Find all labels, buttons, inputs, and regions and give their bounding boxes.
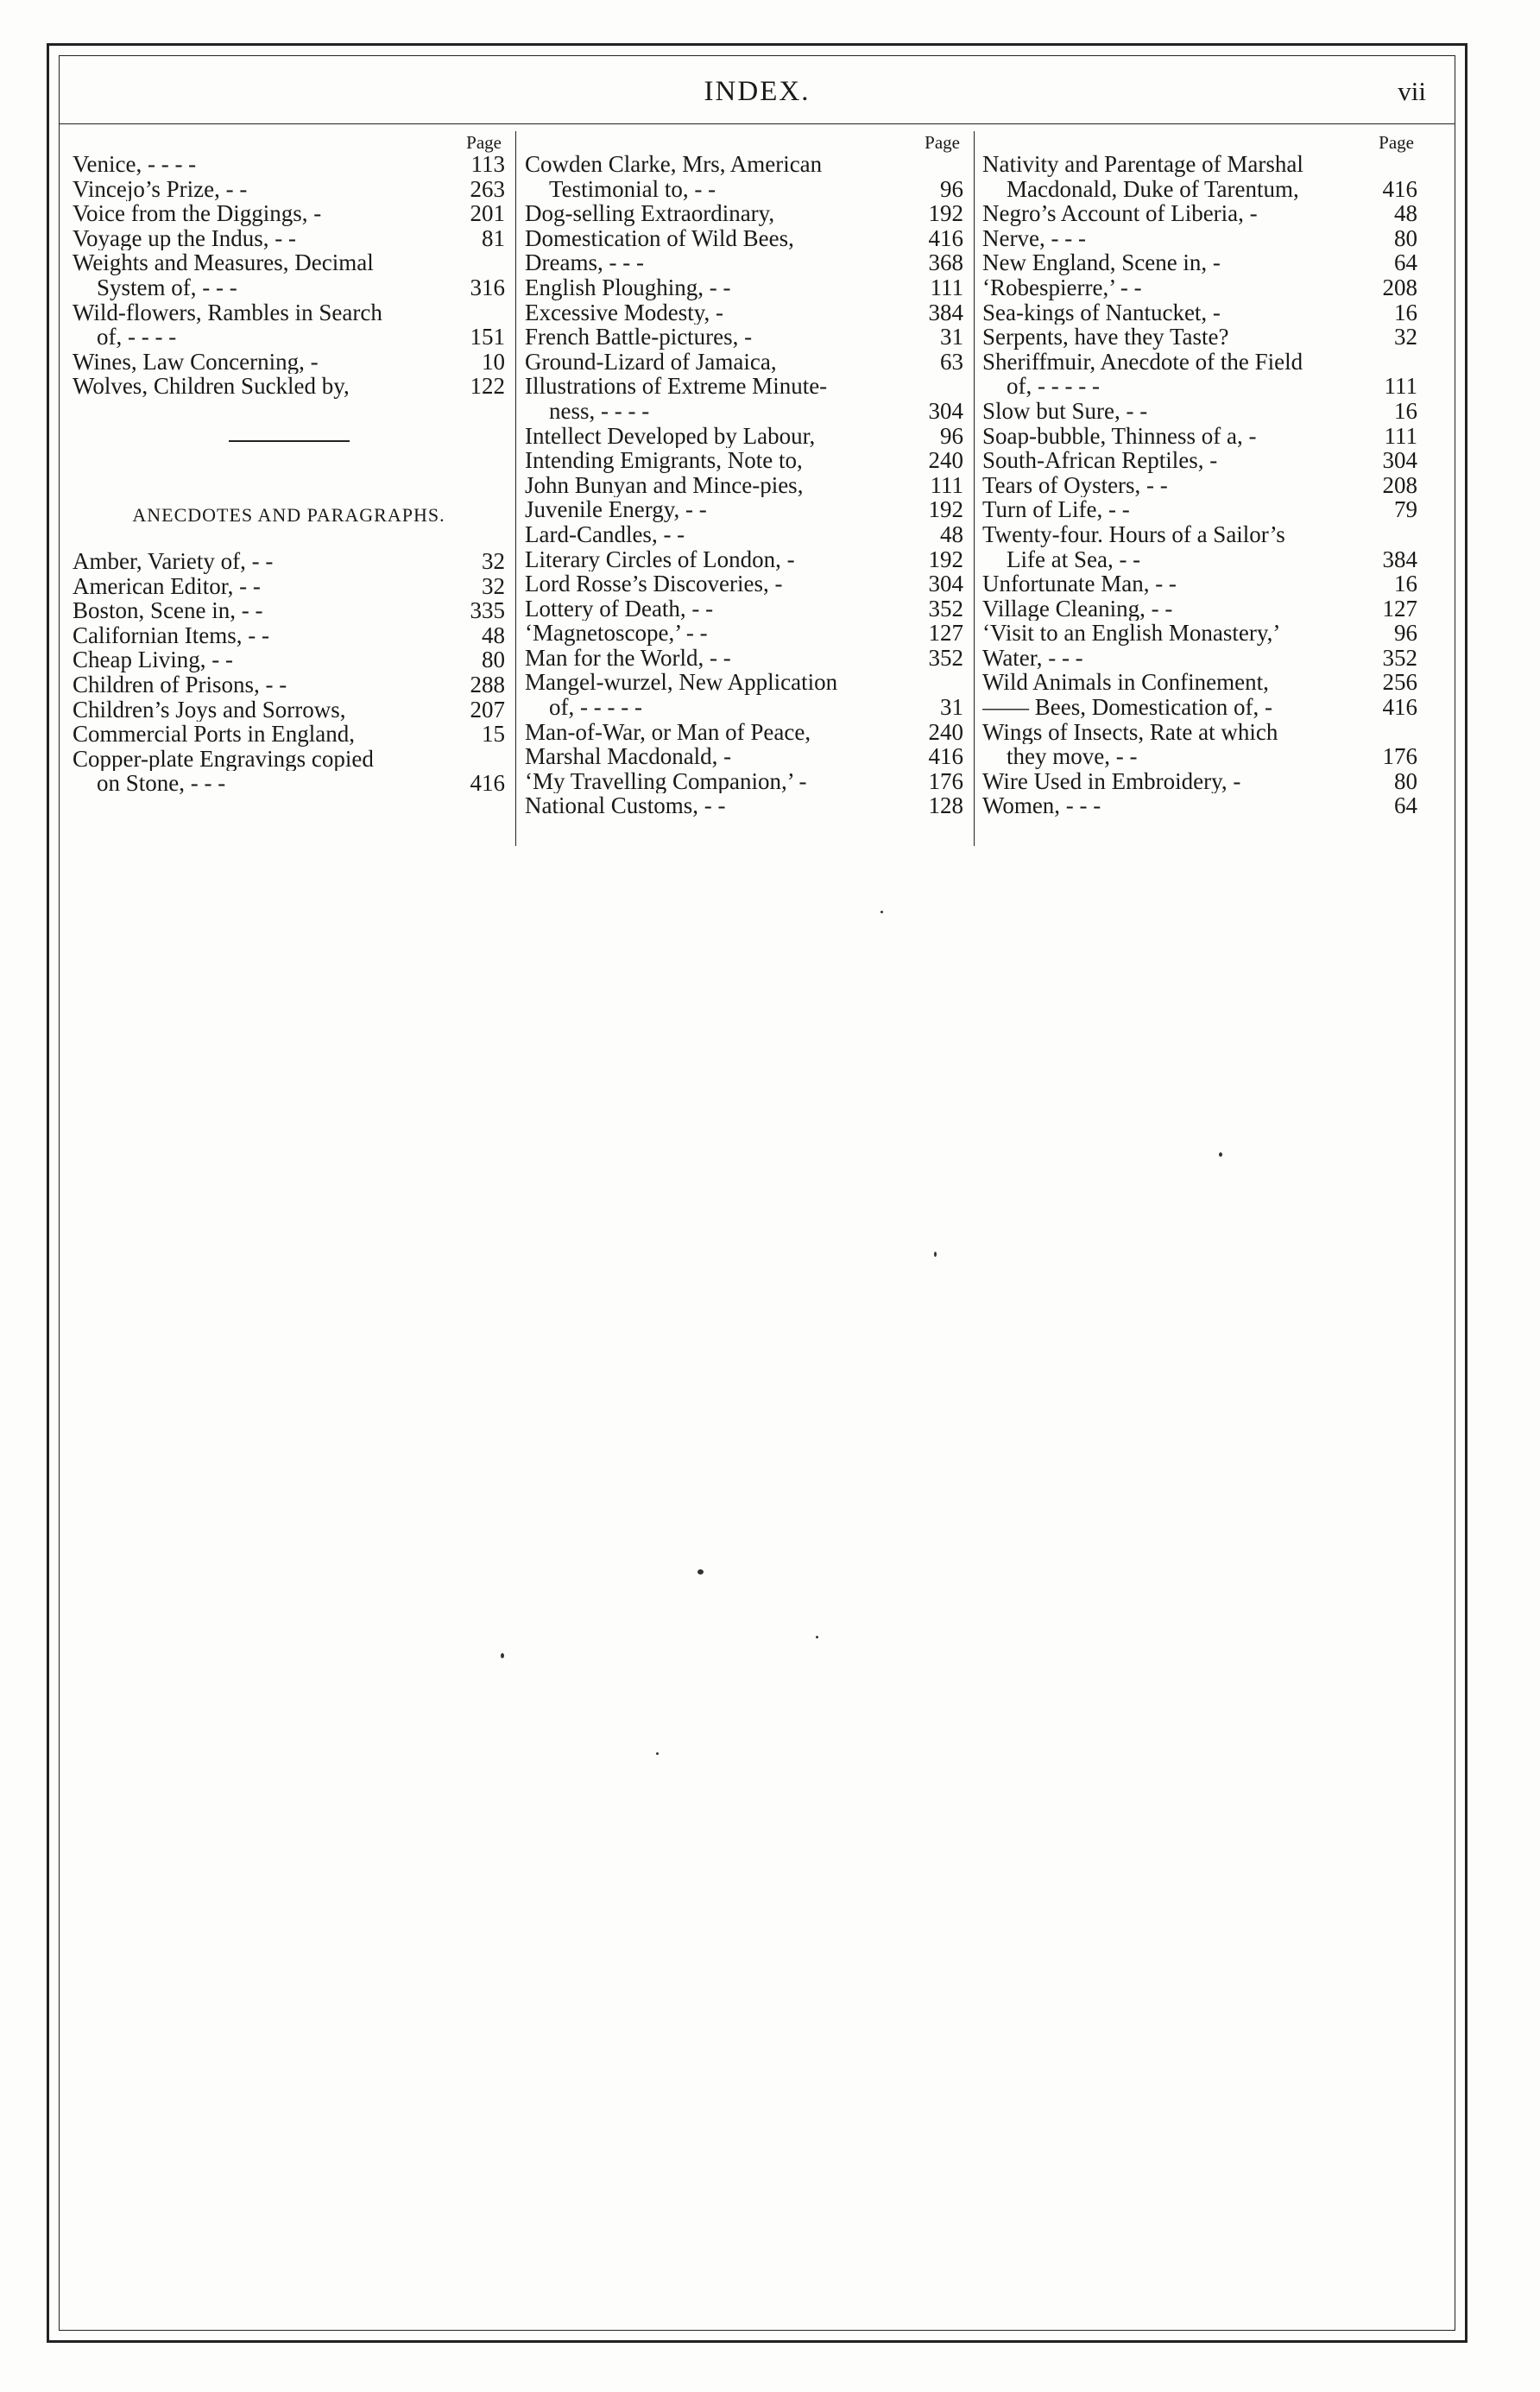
index-column-2 (525, 133, 963, 818)
entry-title: Women, - - - (982, 793, 1101, 819)
index-entry (73, 374, 505, 399)
index-entry (525, 497, 963, 522)
entry-page: 31 (940, 324, 963, 350)
entry-page: 352 (1382, 644, 1417, 671)
index-column-1 (73, 133, 505, 796)
entry-title: Water, - - - (982, 645, 1083, 671)
entry-title: Children of Prisons, - - (73, 672, 287, 697)
entry-title: Cowden Clarke, Mrs, American (525, 152, 823, 177)
index-entry (525, 473, 963, 498)
index-entry (73, 177, 505, 202)
entry-title: Dog-selling Extraordinary, (525, 201, 775, 226)
page-label: Page (466, 132, 502, 153)
entry-page: 32 (1394, 324, 1417, 350)
entry-title: Sheriffmuir, Anecdote of the Field (982, 349, 1303, 375)
index-entry (525, 571, 963, 596)
index-entry (982, 793, 1417, 818)
entry-title: Cheap Living, - - (73, 647, 233, 672)
entry-page: 111 (1384, 373, 1417, 400)
entry-page: 80 (1394, 767, 1417, 794)
index-entry (525, 250, 963, 275)
entry-page: 416 (928, 224, 963, 251)
entry-page: 111 (930, 274, 963, 300)
index-entry (982, 646, 1417, 671)
entry-page: 64 (1394, 792, 1417, 819)
entry-title: ‘Robespierre,’ - - (982, 275, 1142, 300)
index-entry (525, 374, 963, 399)
entry-page: 256 (1382, 669, 1417, 696)
entry-title: Illustrations of Extreme Minute- (525, 374, 828, 399)
index-entry (73, 574, 505, 599)
index-entry (525, 793, 963, 818)
entry-page: 384 (928, 299, 963, 325)
entry-title: National Customs, - - (525, 793, 726, 819)
index-entry (982, 571, 1417, 596)
index-entry (525, 300, 963, 325)
index-entry (982, 769, 1417, 794)
entry-title: Wild-flowers, Rambles in Search (73, 300, 382, 325)
entry-page: 384 (1382, 546, 1417, 572)
entry-page: 263 (470, 175, 505, 202)
entry-title: ness, - - - - (549, 398, 650, 424)
index-entry (982, 300, 1417, 325)
entry-title: Lottery of Death, - - (525, 596, 714, 622)
entry-title: of, - - - - - (1007, 374, 1100, 399)
entry-page: 192 (928, 200, 963, 227)
entry-title: Tears of Oysters, - - (982, 472, 1168, 498)
index-entry (982, 621, 1417, 646)
index-entry (525, 201, 963, 226)
index-entry (73, 549, 505, 574)
entry-title: Venice, - - - - (73, 152, 197, 177)
index-entry (525, 621, 963, 646)
entry-title: Village Cleaning, - - (982, 596, 1173, 622)
entry-page: 63 (940, 348, 963, 375)
entry-title: Excessive Modesty, - (525, 300, 723, 325)
page-label: Page (925, 132, 960, 153)
column-1-entries (73, 152, 505, 399)
index-entry (73, 722, 505, 747)
index-entry (525, 226, 963, 251)
index-entry (73, 152, 505, 177)
entry-title: Children’s Joys and Sorrows, (73, 697, 346, 723)
index-entry (525, 744, 963, 769)
index-entry (525, 646, 963, 671)
entry-title: Lord Rosse’s Discoveries, - (525, 571, 783, 596)
entry-title: Literary Circles of London, - (525, 546, 795, 572)
index-entry (982, 670, 1417, 695)
entry-title: System of, - - - (97, 275, 237, 300)
entry-page: 201 (470, 200, 505, 227)
entry-page: 48 (1394, 200, 1417, 227)
page-title: INDEX. (704, 76, 811, 107)
scan-speck (816, 1636, 818, 1638)
index-entry (73, 275, 505, 300)
entry-title: French Battle-pictures, - (525, 325, 753, 350)
index-entry (982, 424, 1417, 449)
scan-speck (697, 1569, 704, 1575)
entry-title: Turn of Life, - - (982, 497, 1130, 522)
entry-page: 32 (482, 547, 505, 574)
index-entry (982, 275, 1417, 300)
entry-page: 208 (1382, 471, 1417, 498)
index-entry (982, 374, 1417, 399)
page-label: Page (1379, 132, 1414, 153)
header-rule (59, 123, 1455, 124)
entry-title: Juvenile Energy, - - (525, 497, 707, 522)
index-entry (982, 325, 1417, 350)
column-divider-2 (974, 131, 975, 846)
entry-page: 16 (1394, 397, 1417, 424)
entry-title: Wire Used in Embroidery, - (982, 768, 1241, 794)
entry-title: Wild Animals in Confinement, (982, 670, 1269, 696)
entry-title: Voyage up the Indus, - - (73, 225, 296, 251)
entry-title: John Bunyan and Mince-pies, (525, 472, 804, 498)
index-entry (525, 670, 963, 695)
index-entry (73, 623, 505, 648)
index-entry (525, 275, 963, 300)
entry-page: 368 (928, 249, 963, 276)
scan-speck (934, 1252, 937, 1257)
entry-page: 416 (928, 743, 963, 770)
index-entry (982, 250, 1417, 275)
index-entry (73, 697, 505, 723)
entry-title: Vincejo’s Prize, - - (73, 176, 248, 202)
entry-page: 127 (928, 620, 963, 647)
entry-page: 304 (928, 571, 963, 597)
scan-speck (656, 1752, 659, 1755)
index-entry (982, 177, 1417, 202)
entry-title: Copper-plate Engravings copied (73, 746, 374, 772)
section-rule (229, 440, 350, 442)
index-column-3 (982, 133, 1417, 818)
index-entry (525, 769, 963, 794)
index-entry (73, 672, 505, 697)
entry-page: 192 (928, 546, 963, 572)
entry-title: Commercial Ports in England, (73, 722, 355, 747)
entry-title: Intending Emigrants, Note to, (525, 448, 803, 473)
section-heading: ANECDOTES AND PARAGRAPHS. (132, 503, 445, 526)
entry-page: 192 (928, 496, 963, 523)
entry-title: Testimonial to, - - (549, 176, 716, 202)
index-entry (73, 226, 505, 251)
index-entry (982, 152, 1417, 177)
index-entry (525, 695, 963, 720)
entry-page: 128 (928, 792, 963, 819)
entry-title: Soap-bubble, Thinness of a, - (982, 423, 1257, 449)
entry-page: 127 (1382, 595, 1417, 622)
entry-page: 352 (928, 595, 963, 622)
entry-title: Californian Items, - - (73, 622, 269, 648)
index-entry (982, 744, 1417, 769)
entry-page: 81 (482, 224, 505, 251)
entry-title: Dreams, - - - (525, 250, 644, 275)
index-entry (73, 598, 505, 623)
entry-page: 288 (470, 671, 505, 697)
entry-title: Negro’s Account of Liberia, - (982, 201, 1258, 226)
entry-title: Wolves, Children Suckled by, (73, 374, 350, 399)
index-entry (525, 547, 963, 572)
entry-page: 416 (1382, 175, 1417, 202)
entry-title: Wines, Law Concerning, - (73, 349, 319, 375)
index-entry (73, 300, 505, 325)
scan-speck (501, 1653, 504, 1658)
entry-page: 79 (1394, 496, 1417, 523)
entry-title: Nativity and Parentage of Marshal (982, 152, 1303, 177)
entry-title: Sea-kings of Nantucket, - (982, 300, 1221, 325)
index-entry (73, 647, 505, 672)
entry-page: 304 (1382, 447, 1417, 474)
entry-page: 16 (1394, 299, 1417, 325)
entry-title: American Editor, - - (73, 573, 261, 599)
index-entry (525, 596, 963, 622)
anecdotes-entries (73, 549, 505, 796)
entry-page: 151 (470, 324, 505, 350)
entry-title: Marshal Macdonald, - (525, 744, 732, 769)
scan-speck (880, 911, 883, 913)
index-entry (525, 720, 963, 745)
index-entry (982, 497, 1417, 522)
index-entry (525, 448, 963, 473)
entry-page: 96 (940, 422, 963, 449)
entry-page: 335 (470, 597, 505, 624)
entry-page: 48 (482, 622, 505, 648)
entry-title: Amber, Variety of, - - (73, 548, 274, 574)
entry-title: Man-of-War, or Man of Peace, (525, 719, 811, 745)
entry-title: Man for the World, - - (525, 645, 731, 671)
column-3-entries (982, 152, 1417, 818)
entry-page: 113 (470, 151, 505, 177)
entry-title: Intellect Developed by Labour, (525, 423, 816, 449)
entry-title: Nerve, - - - (982, 225, 1086, 251)
index-entry (525, 350, 963, 375)
entry-title: Boston, Scene in, - - (73, 598, 263, 623)
entry-title: ‘My Travelling Companion,’ - (525, 768, 807, 794)
index-entry (982, 448, 1417, 473)
index-entry (982, 226, 1417, 251)
entry-page: 316 (470, 274, 505, 300)
index-entry (525, 177, 963, 202)
entry-title: —— Bees, Domestication of, - (982, 695, 1272, 720)
index-entry (982, 350, 1417, 375)
column-divider-1 (515, 131, 516, 846)
entry-title: on Stone, - - - (97, 771, 226, 796)
index-entry (982, 596, 1417, 622)
entry-page: 240 (928, 447, 963, 474)
index-entry (73, 350, 505, 375)
entry-page: 240 (928, 718, 963, 745)
entry-page: 111 (930, 471, 963, 498)
entry-page: 80 (482, 647, 505, 673)
entry-page: 416 (470, 770, 505, 797)
index-entry (73, 747, 505, 772)
entry-page: 352 (928, 644, 963, 671)
entry-page: 111 (1384, 422, 1417, 449)
index-entry (982, 399, 1417, 424)
entry-title: Life at Sea, - - (1007, 546, 1141, 572)
entry-page: 10 (482, 348, 505, 375)
entry-title: ‘Magnetoscope,’ - - (525, 621, 708, 646)
page-number: vii (1398, 76, 1426, 106)
entry-title: Weights and Measures, Decimal (73, 250, 374, 275)
entry-title: they move, - - (1007, 744, 1138, 769)
index-entry (982, 522, 1417, 547)
entry-title: Domestication of Wild Bees, (525, 225, 794, 251)
entry-page: 96 (940, 175, 963, 202)
entry-page: 48 (940, 521, 963, 547)
entry-page: 122 (470, 373, 505, 400)
entry-title: Wings of Insects, Rate at which (982, 719, 1278, 745)
entry-title: English Ploughing, - - (525, 275, 731, 300)
entry-title: Mangel-wurzel, New Application (525, 670, 838, 696)
entry-page: 176 (1382, 743, 1417, 770)
index-entry (982, 473, 1417, 498)
index-entry (525, 424, 963, 449)
entry-page: 304 (928, 397, 963, 424)
entry-title: of, - - - - (97, 325, 177, 350)
entry-page: 96 (1394, 620, 1417, 647)
index-entry (982, 547, 1417, 572)
index-entry (525, 325, 963, 350)
entry-title: Twenty-four. Hours of a Sailor’s (982, 521, 1285, 547)
entry-title: New England, Scene in, - (982, 250, 1221, 275)
entry-title: Voice from the Diggings, - (73, 201, 322, 226)
column-2-entries (525, 152, 963, 818)
index-entry (73, 771, 505, 796)
entry-title: Macdonald, Duke of Tarentum, (1007, 176, 1299, 202)
index-entry (73, 250, 505, 275)
page-header (59, 67, 1455, 121)
entry-title: South-African Reptiles, - (982, 448, 1218, 473)
entry-title: Ground-Lizard of Jamaica, (525, 349, 777, 375)
entry-page: 416 (1382, 694, 1417, 721)
index-entry (525, 522, 963, 547)
entry-page: 32 (482, 572, 505, 599)
entry-page: 176 (928, 767, 963, 794)
scan-speck (1219, 1152, 1222, 1157)
entry-title: of, - - - - - (549, 695, 642, 720)
index-entry (525, 399, 963, 424)
index-entry (982, 720, 1417, 745)
entry-title: Serpents, have they Taste? (982, 325, 1229, 350)
entry-page: 208 (1382, 274, 1417, 300)
entry-page: 207 (470, 696, 505, 723)
index-entry (73, 201, 505, 226)
entry-page: 80 (1394, 224, 1417, 251)
entry-title: Lard-Candles, - - (525, 521, 685, 547)
entry-title: Unfortunate Man, - - (982, 571, 1177, 596)
index-entry (982, 201, 1417, 226)
entry-page: 64 (1394, 249, 1417, 276)
index-entry (73, 325, 505, 350)
entry-page: 15 (482, 721, 505, 748)
index-entry (982, 695, 1417, 720)
entry-page: 16 (1394, 571, 1417, 597)
entry-page: 31 (940, 694, 963, 721)
index-entry (525, 152, 963, 177)
entry-title: Slow but Sure, - - (982, 398, 1148, 424)
entry-title: ‘Visit to an English Monastery,’ (982, 621, 1281, 646)
